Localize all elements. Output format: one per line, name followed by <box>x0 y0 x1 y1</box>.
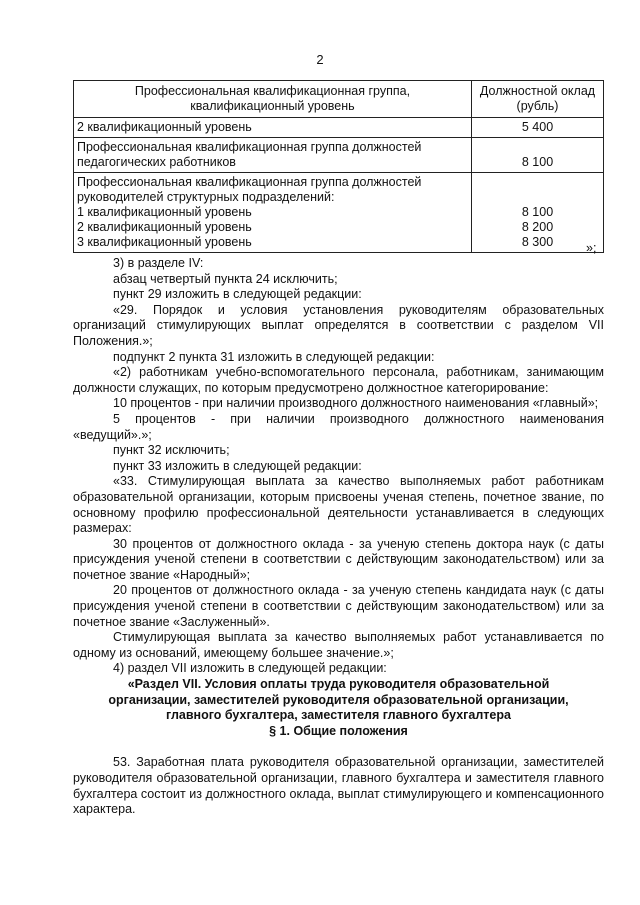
paragraph: 3) в разделе IV: <box>113 256 204 270</box>
table-cell-group: Профессиональная квалификационная группа должностей руководителей структурных подразделений: 1 квалификационный уровень 2 квалификационный уровень 3 квалификационный уровень <box>74 173 472 253</box>
paragraph: 53. Заработная плата руководителя образовательной организации, заместителей руководителя образовательной организации, главного бухгалтера и заместителя главного бухгалтера состоит из должностного оклада, выплат стимулирующего и компенсационного характера. <box>73 755 604 817</box>
paragraph: пункт 32 исключить; <box>113 443 230 458</box>
paragraph: «29. Порядок и условия установления руководителям образовательных организаций стимулирующих выплат определятся в соответствии с разделом VII Положения.»; <box>73 302 604 348</box>
paragraph: пункт 33 изложить в следующей редакции: <box>113 458 362 473</box>
table-cell-salary: 8 100 8 200 8 300 <box>472 173 604 253</box>
table-row <box>74 173 604 253</box>
table-cell-group: Профессиональная квалификационная группа должностей педагогических работников <box>74 138 472 173</box>
header-salary: Должностной оклад (рубль) <box>472 81 604 118</box>
subsection-heading: § 1. Общие положения <box>269 723 408 738</box>
document-body <box>73 256 604 818</box>
paragraph: пункт 29 изложить в следующей редакции: <box>113 287 362 302</box>
paragraph: 5 процентов - при наличии производного должностного наименования «ведущий».»; <box>73 411 604 442</box>
header-qualification-group: Профессиональная квалификационная группа, квалификационный уровень <box>74 81 472 118</box>
paragraph: 10 процентов - при наличии производного должностного наименования «главный»; <box>113 396 599 411</box>
table-cell-group: 2 квалификационный уровень <box>74 118 472 138</box>
table-row <box>74 118 604 138</box>
paragraph: подпункт 2 пункта 31 изложить в следующей редакции: <box>113 349 435 364</box>
table-row <box>74 138 604 173</box>
table-header-row <box>74 81 604 118</box>
paragraph: абзац четвертый пункта 24 исключить; <box>113 271 338 286</box>
paragraph: «2) работникам учебно-вспомогательного персонала, работникам, занимающим должности служащих, по которым предусмотрено должностное категорирование: <box>73 365 604 395</box>
salary-table <box>73 80 604 253</box>
paragraph: «33. Стимулирующая выплата за качество выполняемых работ работникам образовательной организации, которым присвоены ученая степень, почетное звание, по основному профилю профессиональной деятельности устанавливается в следующих размерах: <box>73 474 604 536</box>
section-heading: «Раздел VII. Условия оплаты труда руководителя образовательной организации, заместителей руководителя образовательной организации, главного бухгалтера, заместителя главного бухгалтера <box>108 677 569 723</box>
paragraph: 20 процентов от должностного оклада - за ученую степень кандидата наук (с даты присуждения ученой степени в соответствии с действующим законодательством) или за почетное звание «Заслуженный». <box>73 583 604 629</box>
table-cell-salary: 8 100 <box>472 138 604 173</box>
table-cell-salary: 5 400 <box>472 118 604 138</box>
quote-closing-mark: »; <box>586 241 597 255</box>
paragraph: Стимулирующая выплата за качество выполняемых работ устанавливается по одному из оснований, имеющему большее значение.»; <box>73 630 604 660</box>
page-number: 2 <box>316 52 324 67</box>
paragraph: 30 процентов от должностного оклада - за ученую степень доктора наук (с даты присуждения ученой степени в соответствии с действующим законодательством) или за почетное звание «Народный»; <box>73 536 604 582</box>
paragraph: 4) раздел VII изложить в следующей редакции: <box>113 661 387 676</box>
